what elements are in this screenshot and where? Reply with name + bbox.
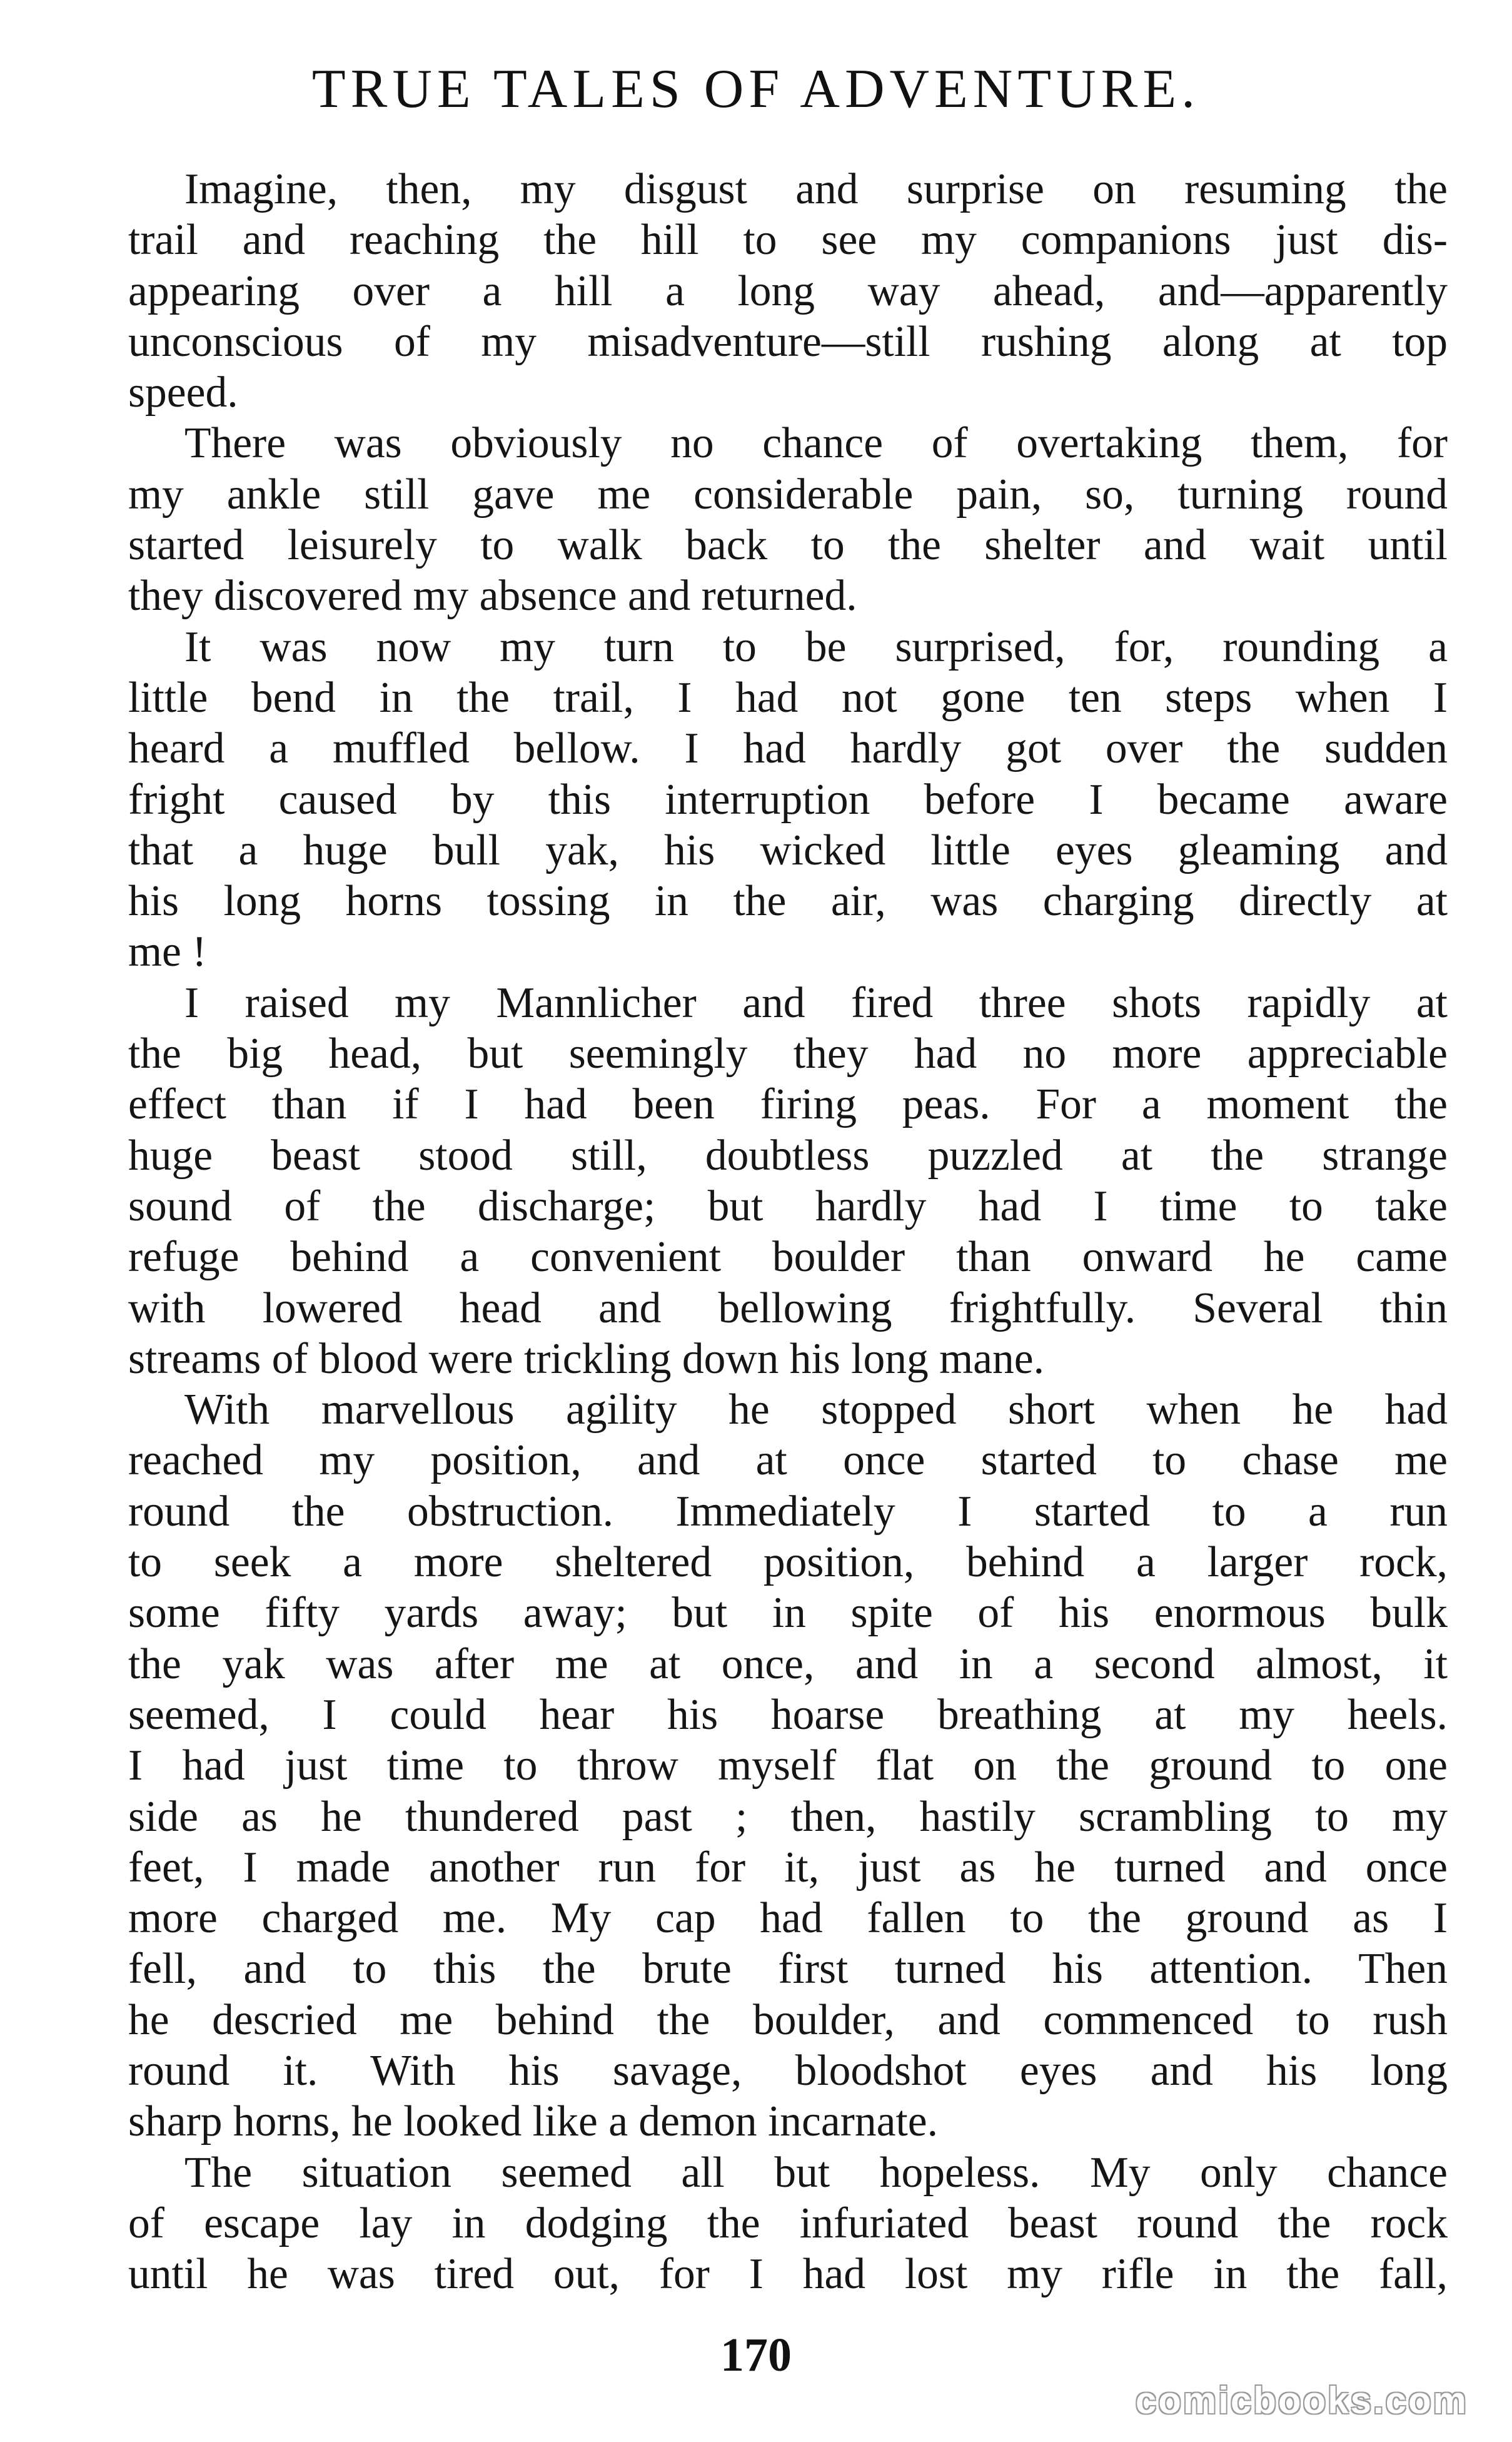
text-line: they discovered my absence and returned. — [128, 572, 857, 621]
text-line: trail and reaching the hill to see my companions just dis- — [128, 216, 1448, 265]
text-line: streams of blood were trickling down his long mane. — [128, 1334, 1044, 1383]
paragraph-1 — [128, 164, 1448, 418]
text-line: speed. — [128, 368, 238, 417]
text-line: the yak was after me at once, and in a second almost, it — [128, 1639, 1448, 1688]
text-line: feet, I made another run for it, just as he turned and once — [128, 1843, 1448, 1892]
text-line: me ! — [128, 928, 207, 976]
paragraph-3 — [128, 622, 1448, 978]
text-line: until he was tired out, for I had lost my rifle in the fall, — [128, 2250, 1448, 2299]
text-line: With marvellous agility he stopped short when he had — [184, 1386, 1448, 1434]
text-line: round it. With his savage, bloodshot eyes and his long — [128, 2046, 1448, 2095]
paragraph-5 — [128, 1384, 1448, 2147]
page-number: 170 — [720, 2329, 792, 2381]
running-title: TRUE TALES OF ADVENTURE. — [311, 59, 1201, 119]
text-line: with lowered head and bellowing frightfully. Several thin — [128, 1284, 1448, 1332]
text-line: of escape lay in dodging the infuriated beast round the rock — [128, 2199, 1448, 2247]
text-line: I had just time to throw myself flat on the ground to one — [128, 1741, 1448, 1790]
text-line: the big head, but seemingly they had no more appreciable — [128, 1030, 1448, 1078]
text-line: seemed, I could hear his hoarse breathing at my heels. — [128, 1690, 1448, 1739]
paragraph-2 — [128, 418, 1448, 621]
text-line: It was now my turn to be surprised, for, rounding a — [184, 622, 1448, 671]
text-line: heard a muffled bellow. I had hardly got over the sudden — [128, 724, 1448, 773]
text-line: sound of the discharge; but hardly had I time to take — [128, 1182, 1448, 1230]
text-line: appearing over a hill a long way ahead, and—apparently — [128, 266, 1448, 315]
text-line: my ankle still gave me considerable pain, so, turning round — [128, 470, 1448, 519]
text-line: sharp horns, he looked like a demon incarnate. — [128, 2097, 938, 2146]
text-line: to seek a more sheltered position, behind a larger rock, — [128, 1538, 1448, 1587]
body-text — [128, 164, 1448, 2299]
text-line: started leisurely to walk back to the shelter and wait until — [128, 521, 1448, 570]
text-line: There was obviously no chance of overtaking them, for — [184, 419, 1448, 468]
text-line: reached my position, and at once started to chase me — [128, 1436, 1448, 1485]
text-line: that a huge bull yak, his wicked little eyes gleaming and — [128, 826, 1448, 874]
text-line: side as he thundered past ; then, hastily scrambling to my — [128, 1792, 1448, 1841]
paragraph-6 — [128, 2147, 1448, 2300]
text-line: some fifty yards away; but in spite of his enormous bulk — [128, 1589, 1448, 1638]
text-line: his long horns tossing in the air, was charging directly at — [128, 877, 1448, 926]
text-line: more charged me. My cap had fallen to the ground as I — [128, 1894, 1448, 1943]
text-line: I raised my Mannlicher and fired three shots rapidly at — [184, 978, 1448, 1027]
text-line: effect than if I had been firing peas. For a moment the — [128, 1080, 1448, 1129]
text-line: little bend in the trail, I had not gone ten steps when I — [128, 673, 1448, 722]
text-line: fright caused by this interruption before I became aware — [128, 775, 1448, 824]
text-line: refuge behind a convenient boulder than onward he came — [128, 1233, 1448, 1282]
text-line: unconscious of my misadventure—still rushing along at top — [128, 317, 1448, 366]
text-line: he descried me behind the boulder, and commenced to rush — [128, 1995, 1448, 2044]
text-line: round the obstruction. Immediately I started to a run — [128, 1487, 1448, 1536]
text-line: The situation seemed all but hopeless. My only chance — [184, 2148, 1448, 2197]
text-line: Imagine, then, my disgust and surprise on resuming the — [184, 165, 1448, 213]
paragraph-4 — [128, 978, 1448, 1384]
text-line: huge beast stood still, doubtless puzzled at the strange — [128, 1131, 1448, 1180]
site-watermark: comicbooks.com — [1135, 2379, 1468, 2421]
text-line: fell, and to this the brute first turned his attention. Then — [128, 1945, 1448, 1994]
